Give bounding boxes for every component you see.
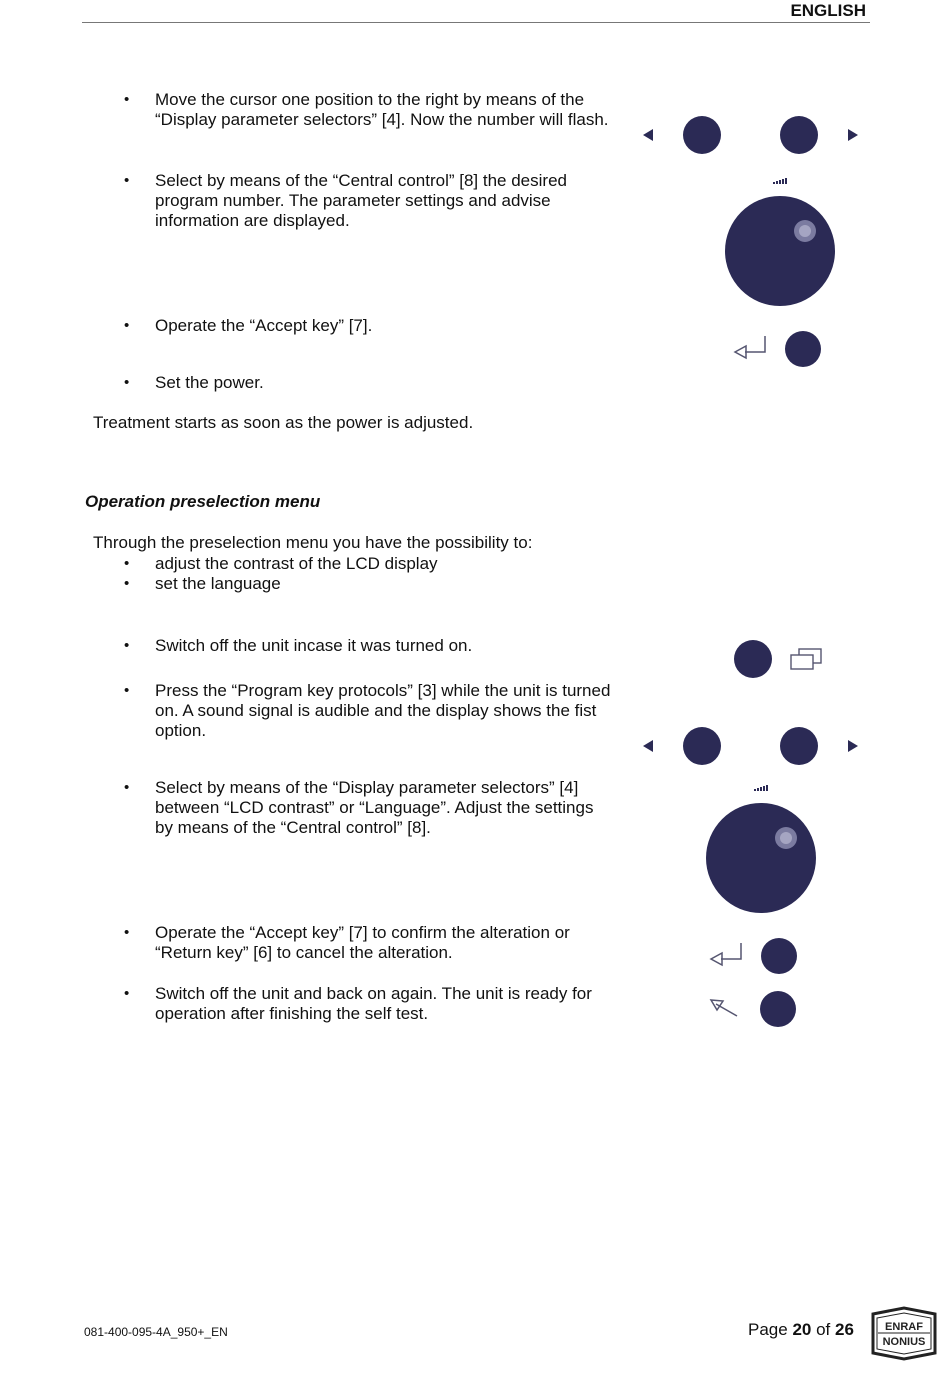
- of-label: of: [816, 1320, 831, 1339]
- arrow-right-icon: [848, 740, 858, 752]
- display-parameter-selectors-illustration-2: [640, 723, 865, 769]
- bullet-dot: •: [124, 575, 130, 592]
- bullet-text: Operate the “Accept key” [7] to confirm the alteration or “Return key” [6] to cancel the alteration.: [155, 923, 570, 962]
- page-indicator: [748, 1320, 854, 1340]
- central-control-illustration: [720, 175, 842, 311]
- section-heading: Operation preselection menu: [85, 492, 321, 511]
- arrow-left-icon: [643, 129, 653, 141]
- level-icon: [754, 785, 768, 791]
- central-control-knob: [725, 196, 835, 306]
- page-total: 26: [835, 1320, 854, 1339]
- bullet-dot: •: [124, 779, 130, 796]
- bullet-dot: •: [124, 637, 130, 654]
- bullet-text: adjust the contrast of the LCD display: [155, 554, 438, 573]
- selector-left-button: [683, 727, 721, 765]
- section-intro: Through the preselection menu you have the possibility to:: [93, 533, 533, 552]
- enraf-nonius-logo: [870, 1306, 938, 1361]
- bullet-text: Press the “Program key protocols” [3] while the unit is turned on. A sound signal is audible and the display shows the fist option.: [155, 681, 611, 740]
- bullet-dot: •: [124, 985, 130, 1002]
- bullet-dot: •: [124, 555, 130, 572]
- display-parameter-selectors-illustration: [640, 112, 865, 158]
- arrow-right-icon: [848, 129, 858, 141]
- accept-key-illustration: [733, 330, 828, 370]
- header-rule: [82, 22, 870, 23]
- central-control-illustration-2: [701, 782, 823, 918]
- return-key-button: [760, 991, 796, 1027]
- accept-key-button: [761, 938, 797, 974]
- bullet-text: set the language: [155, 574, 281, 593]
- bullet-text: Set the power.: [155, 373, 264, 392]
- return-arrow-icon: [711, 1000, 737, 1016]
- level-icon: [773, 178, 787, 184]
- selector-left-button: [683, 116, 721, 154]
- logo-line2: NONIUS: [882, 1336, 926, 1348]
- bullet-text: Select by means of the “Display parameter selectors” [4] between “LCD contrast” or “Language”. Adjust the settings by means of the “Central control” [8].: [155, 778, 594, 837]
- page-label: Page: [748, 1320, 788, 1339]
- enter-arrow-icon: [711, 943, 741, 965]
- protocols-icon: [791, 649, 821, 669]
- arrow-left-icon: [643, 740, 653, 752]
- return-key-illustration: [707, 988, 802, 1030]
- header-language: ENGLISH: [790, 1, 866, 20]
- central-control-knob: [706, 803, 816, 913]
- bullet-dot: •: [124, 924, 130, 941]
- bullet-dot: •: [124, 317, 130, 334]
- bullet-text: Select by means of the “Central control” [8] the desired program number. The parameter settings and advise information are displayed.: [155, 171, 567, 230]
- accept-key-button: [785, 331, 821, 367]
- bullet-dot: •: [124, 172, 130, 189]
- bullet-dot: •: [124, 374, 130, 391]
- bullet-text: Operate the “Accept key” [7].: [155, 316, 373, 335]
- logo-line1: ENRAF: [885, 1321, 923, 1333]
- selector-right-button: [780, 116, 818, 154]
- bullet-dot: •: [124, 91, 130, 108]
- selector-right-button: [780, 727, 818, 765]
- accept-key-illustration-2: [709, 937, 804, 977]
- treatment-note: Treatment starts as soon as the power is adjusted.: [93, 413, 474, 432]
- enter-arrow-icon: [735, 336, 765, 358]
- bullet-text: Switch off the unit and back on again. The unit is ready for operation after finishing the self test.: [155, 984, 592, 1023]
- bullet-dot: •: [124, 682, 130, 699]
- bullet-text: Switch off the unit incase it was turned on.: [155, 636, 473, 655]
- document-code: 081-400-095-4A_950+_EN: [84, 1325, 228, 1339]
- bullet-text: Move the cursor one position to the right by means of the “Display parameter selectors” [4]. Now the number will flash.: [155, 90, 609, 129]
- program-key-illustration: [733, 638, 828, 680]
- program-key-button: [734, 640, 772, 678]
- page-number: 20: [792, 1320, 812, 1339]
